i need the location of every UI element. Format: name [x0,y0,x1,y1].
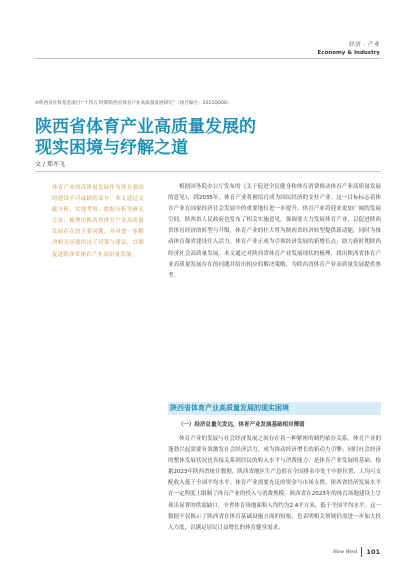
abstract-text: 体育产业的高质量发展作为体育强国的建设不可或缺的部分，本文通过文献分析、实地考察、数据分析等研究方法，梳理出陕西省体育产业高质量发展存在的主要问题，并对进一步解决相关问题给出了对策与建议，以期促进陕西省体育产业高质量发展。 [52,185,144,258]
subsection-heading: （一）经济总量欠发达，体育产业发展基础相对薄弱 [178,422,305,428]
author-byline: 文 / 郑亦飞 [35,161,65,168]
section-name-en: Economy & Industry [317,50,380,56]
header-divider [35,58,381,59]
intro-paragraph: 根据国务院办公厅发布的《关于促进全民健身和体育消费推动体育产业高质量发展的意见》，到2035年，体育产业将被培育成为国民经济的支柱产业。这一目标标志着体育产业在国家经济社会发展中的重要地位进一步提升，体育产业将迎来更加广阔的发展空间。陕西省人民政府也发布了相关实施意见，强调要大力发展体育产业，以促进陕西省体育经济的转型与升级。体育产业的壮大将为陕西省经济转型提供新动能，同时为推动体育强省建设注入活力。体育产业正成为引领经济发展的新增长点，助力新时期陕西经济社会高质量发展。本文通过对陕西省体育产业发展现状的梳理，找出陕西省体育产业高质量发展存在的问题并给出相应的解决策略，为陕西省体育产业高质量发展提供参考。 [168,184,381,279]
body-paragraph: 体育产业的发展与社会经济发展之间存在着一种紧密的制约依存关系。体育产业的蓬勃兴起需要有效激发社会经济活力，成为推动经济增长的新动力引擎；同时社会经济的整体发展状况也直接关系到居民的收入水平与消费能力，是体育产业发展的基础。根据2023年陕西省统计数据，陕西省地区生产总值在全国排名中处于中游位置，人均可支配收入低于全国平均水平。体育产业需要充足的资金与市场支撑，陕西省经济发展水平在一定程度上限制了体育产业的投入与消费规模。陕西省在2023年的体育场地建设上呈现出显著的供需缺口，全省体育场地面积人均约为2.4平方米，低于全国平均水平。这一数据不仅揭示了陕西省在体育基础设施方面的短板，也表明相关领域仍需进一步加大投入力度，以满足居民日益增长的体育健身需求。 [168,436,381,531]
byline-divider [35,171,381,172]
article-title [35,117,256,159]
footer-divider [361,547,362,557]
funding-footnote: ※陕西省社科基金项目“‘十四五’时期陕西省体育产业高质量发展研究”（项目编号：2021Q006） [35,101,232,106]
section-heading: 陕西省体育产业高质量发展的现实困境 [168,402,381,415]
section-header [318,41,380,57]
title-line-1: 陕西省体育产业高质量发展的 [35,117,256,137]
title-line-2: 现实困境与纾解之道 [35,138,188,158]
magazine-name: New West [332,549,358,555]
section-name-cn: 经济 · 产业 [349,42,380,48]
page-number: 101 [366,548,380,556]
page-footer [333,547,380,557]
